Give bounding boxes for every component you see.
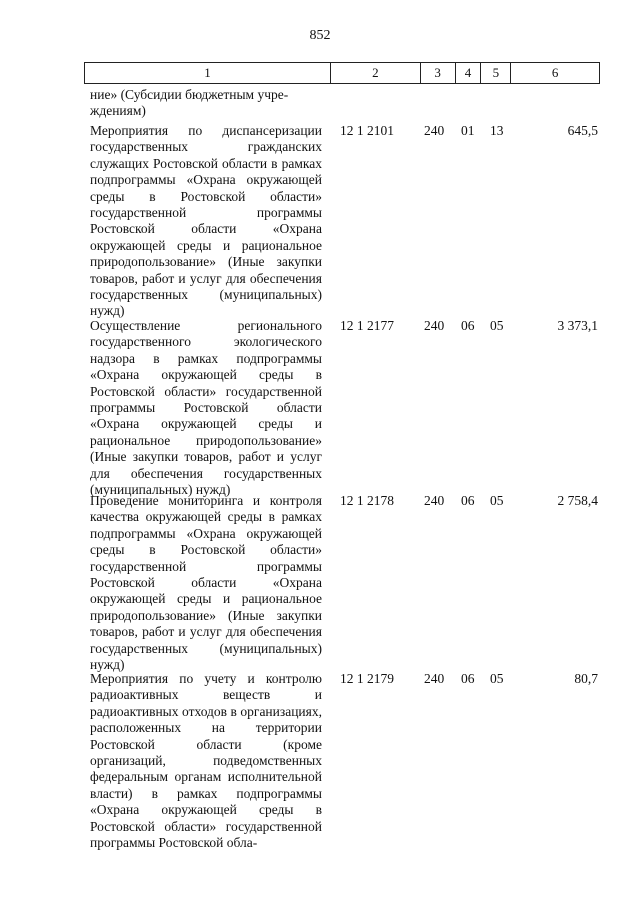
row-target-code: 12 1 2101: [340, 123, 394, 138]
row-expense-type: 240: [424, 671, 445, 686]
header-col-3: 3: [421, 63, 456, 83]
row-amount: 80,7: [574, 671, 598, 686]
row-expense-type: 240: [424, 123, 445, 138]
table-header: [84, 62, 600, 84]
row-section: 06: [461, 318, 475, 333]
row-amount: 645,5: [567, 123, 598, 138]
row-target-code: 12 1 2178: [340, 493, 394, 508]
page-number: 852: [309, 28, 331, 43]
row-subsection: 13: [490, 123, 504, 138]
header-col-4: 4: [456, 63, 482, 83]
header-col-1: 1: [85, 63, 331, 83]
row-target-code: 12 1 2179: [340, 671, 394, 686]
header-col-6: 6: [551, 65, 559, 80]
row-subsection: 05: [490, 671, 504, 686]
row-section: 06: [461, 493, 475, 508]
row-subsection: 05: [490, 318, 504, 333]
row-section: 06: [461, 671, 475, 686]
row-description: Мероприятия по учету и контролю радиоактивных веществ и радиоактивных отходов в организациях, расположенных на территории Ростовской области (кроме организаций, подведомственных федеральным органам исполнительной власти) в рамках подпрограммы «Охрана окружающей среды в Ростовской области» государственной программы Ростовской обла-: [90, 671, 322, 851]
row-amount: 2 758,4: [557, 493, 598, 508]
header-col-5: 5: [481, 63, 511, 83]
row-expense-type: 240: [424, 493, 445, 508]
row-target-code: 12 1 2177: [340, 318, 394, 333]
row-section: 01: [461, 123, 475, 138]
header-col-2: 2: [331, 63, 421, 83]
row-description: Осуществление регионального государственного экологического надзора в рамках подпрограммы «Охрана окружающей среды в Ростовской области» государственной программы Ростовской области «Охрана окружающей среды и рациональное природопользование» (Иные закупки товаров, работ и услуг для обеспечения государственных (муниципальных) нужд): [90, 318, 322, 498]
row-subsection: 05: [490, 493, 504, 508]
row-expense-type: 240: [424, 318, 445, 333]
continuation-text: ние» (Субсидии бюджетным учре- ждениям): [90, 87, 289, 119]
row-description: Мероприятия по диспансеризации государственных гражданских служащих Ростовской области в рамках подпрограммы «Охрана окружающей среды в Ростовской области» государственной программы Ростовской области «Охрана окружающей среды и рациональное природопользование» (Иные закупки товаров, работ и услуг для обеспечения государственных (муниципальных) нужд): [90, 123, 322, 319]
row-description: Проведение мониторинга и контроля качества окружающей среды в рамках подпрограммы «Охрана окружающей среды в Ростовской области» государственной программы Ростовской области «Охрана окружающей среды и рациональное природопользование» (Иные закупки товаров, работ и услуг для обеспечения государственных (муниципальных) нужд): [90, 493, 322, 673]
row-amount: 3 373,1: [557, 318, 598, 333]
